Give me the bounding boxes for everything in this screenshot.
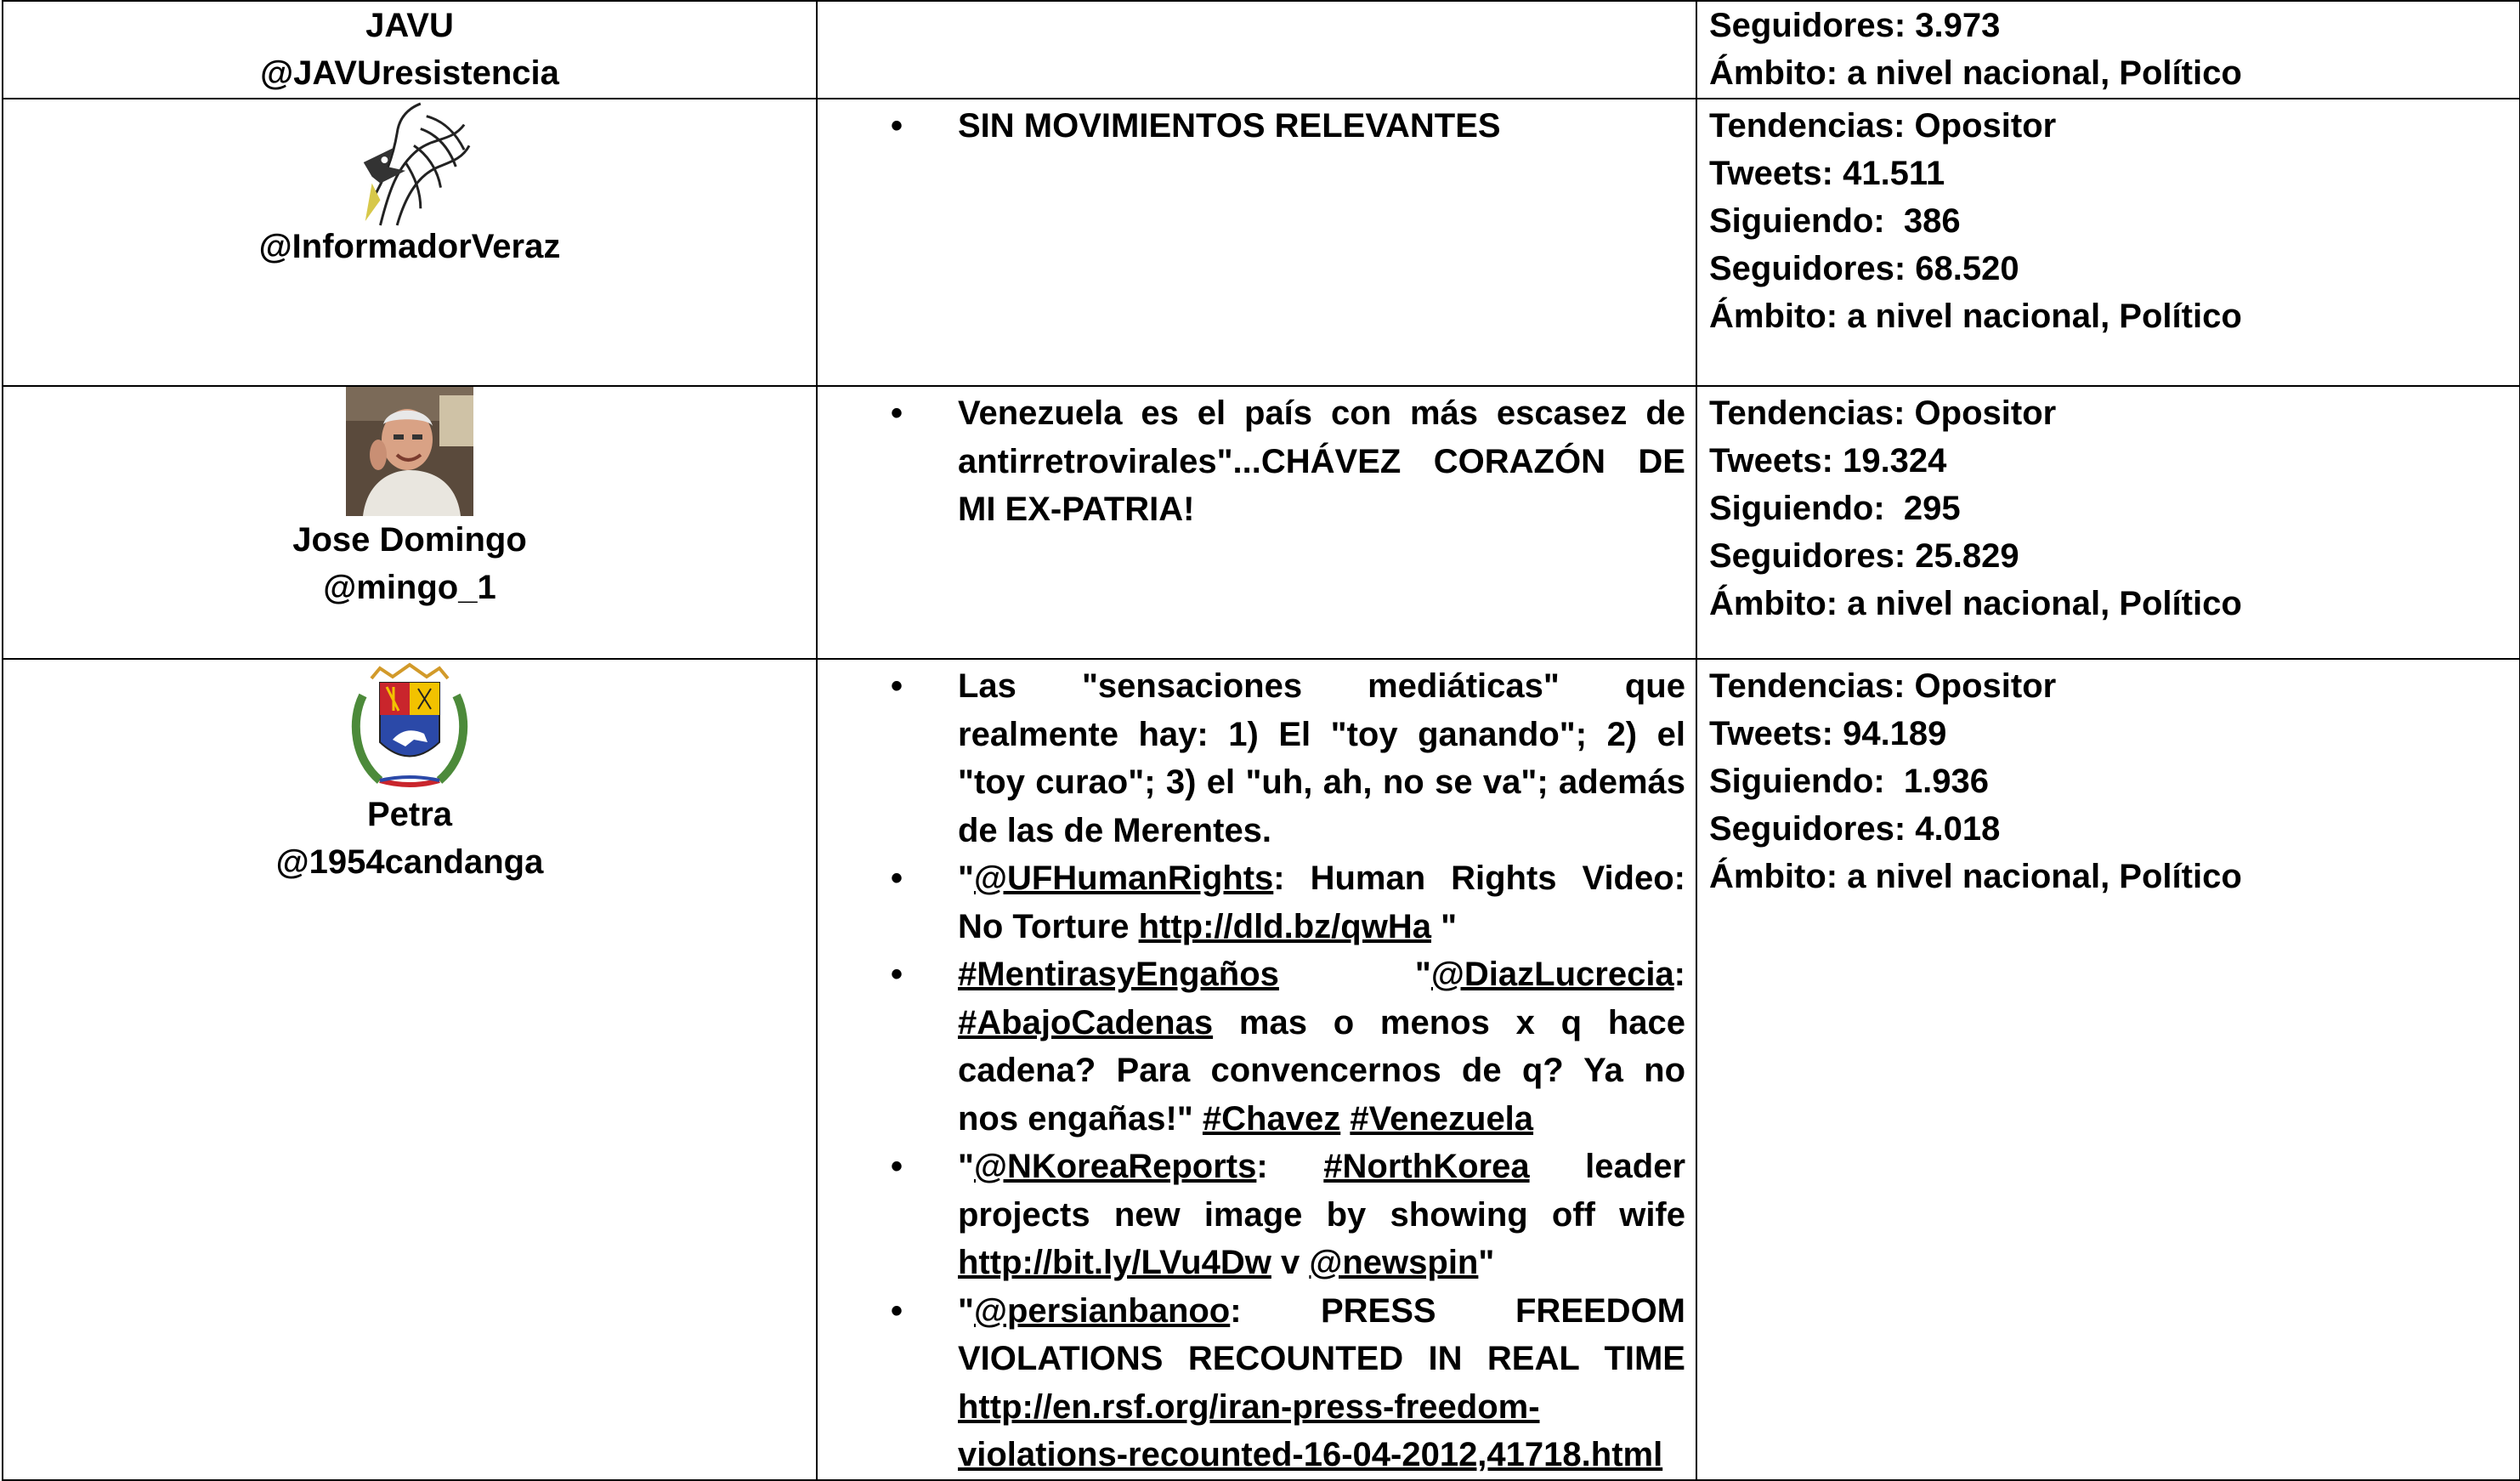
account-cell — [3, 1, 817, 99]
tweets-cell — [817, 659, 1696, 1480]
account-cell — [3, 386, 817, 659]
coat-of-arms-icon — [346, 661, 473, 791]
account-handle: @JAVUresistencia — [260, 54, 559, 92]
stat-ambito: Ámbito: a nivel nacional, Político — [1709, 54, 2242, 92]
account-handle: @1954candanga — [275, 843, 544, 881]
tweet-mention[interactable]: @persianbanoo — [973, 1291, 1231, 1330]
tweet-hashtag[interactable]: #Chavez — [1202, 1099, 1341, 1138]
stat-tendencias: Tendencias: Opositor — [1709, 667, 2057, 705]
tweet-item: • Las "sensaciones mediáticas" que realmente hay: 1) El "toy ganando"; 2) el "toy curao"; 3) el "uh, ah, no se va"; además de las de Merentes. — [818, 662, 1685, 854]
tweet-mention[interactable]: @NKoreaReports — [973, 1148, 1257, 1185]
dragon-logo-icon — [346, 99, 473, 227]
stat-tendencias: Tendencias: Opositor — [1709, 394, 2057, 432]
tweet-item: • "@UFHumanRights: Human Rights Video: No Torture http://dld.bz/qwHa " — [818, 854, 1685, 950]
account-name: JAVU — [365, 7, 454, 44]
account-name: Jose Domingo — [292, 521, 527, 559]
stat-ambito: Ámbito: a nivel nacional, Político — [1709, 298, 2242, 335]
stat-seguidores: Seguidores: 25.829 — [1709, 537, 2019, 575]
stat-seguidores: Seguidores: 3.973 — [1709, 7, 2001, 44]
person-photo-icon — [346, 387, 473, 516]
tweet-hashtag[interactable]: #AbajoCadenas — [958, 1003, 1214, 1041]
stat-tendencias: Tendencias: Opositor — [1709, 107, 2057, 145]
table-row — [3, 99, 2520, 386]
tweet-hashtag[interactable]: #Venezuela — [1350, 1099, 1534, 1138]
tweet-link[interactable]: http://dld.bz/qwHa — [1138, 907, 1431, 945]
tweet-item: • SIN MOVIMIENTOS RELEVANTES — [818, 102, 1685, 150]
tweet-mention[interactable]: @DiazLucrecia — [1430, 956, 1674, 993]
stat-tweets: Tweets: 94.189 — [1709, 715, 1947, 752]
tweet-hashtag[interactable]: #NorthKorea — [1323, 1148, 1530, 1185]
table-row — [3, 1, 2520, 99]
tweet-item: • "@NKoreaReports: #NorthKorea leader projects new image by showing off wife http://bit.ly/LVu4Dw v @newspin" — [818, 1143, 1685, 1287]
stat-siguiendo: Siguiendo: 1.936 — [1709, 763, 1989, 800]
table-row — [3, 659, 2520, 1480]
stat-seguidores: Seguidores: 4.018 — [1709, 810, 2001, 848]
tweets-cell — [817, 1, 1696, 99]
stat-siguiendo: Siguiendo: 386 — [1709, 202, 1961, 240]
stats-cell — [1696, 99, 2520, 386]
tweet-hashtag[interactable]: #MentirasyEngaños — [958, 956, 1279, 993]
stat-ambito: Ámbito: a nivel nacional, Político — [1709, 858, 2242, 895]
stats-cell — [1696, 1, 2520, 99]
table-row — [3, 386, 2520, 659]
account-cell — [3, 99, 817, 386]
stat-tweets: Tweets: 41.511 — [1709, 155, 1945, 192]
tweet-item: • "@persianbanoo: PRESS FREEDOM VIOLATIONS RECOUNTED IN REAL TIME http://en.rsf.org/iran-press-freedom-violations-recounted-16-04-2012,41718.html — [818, 1287, 1685, 1479]
tweet-link[interactable]: http://en.rsf.org/iran-press-freedom-violations-recounted-16-04-2012,41718.html — [958, 1387, 1663, 1473]
stats-cell — [1696, 659, 2520, 1480]
tweet-mention[interactable]: @newspin — [1309, 1244, 1479, 1281]
tweet-item: • Venezuela es el país con más escasez de antirretrovirales"...CHÁVEZ CORAZÓN DE MI EX-PATRIA! — [818, 389, 1685, 534]
account-cell — [3, 659, 817, 1480]
tweets-cell — [817, 386, 1696, 659]
account-handle: @mingo_1 — [323, 569, 496, 606]
stat-siguiendo: Siguiendo: 295 — [1709, 490, 1961, 527]
account-name: Petra — [366, 796, 453, 833]
stat-tweets: Tweets: 19.324 — [1709, 442, 1947, 479]
tweet-item: • #MentirasyEngaños "@DiazLucrecia: #AbajoCadenas mas o menos x q hace cadena? Para convencernos de q? Ya no nos engañas!" #Chavez #Venezuela — [818, 950, 1685, 1143]
tweet-link[interactable]: http://bit.ly/LVu4Dw — [958, 1244, 1271, 1281]
tweet-mention[interactable]: @UFHumanRights — [973, 860, 1274, 897]
account-handle: @InformadorVeraz — [258, 228, 561, 265]
stats-cell — [1696, 386, 2520, 659]
twitter-accounts-table — [2, 0, 2520, 1481]
tweets-cell — [817, 99, 1696, 386]
stat-ambito: Ámbito: a nivel nacional, Político — [1709, 585, 2242, 622]
stat-seguidores: Seguidores: 68.520 — [1709, 250, 2019, 287]
